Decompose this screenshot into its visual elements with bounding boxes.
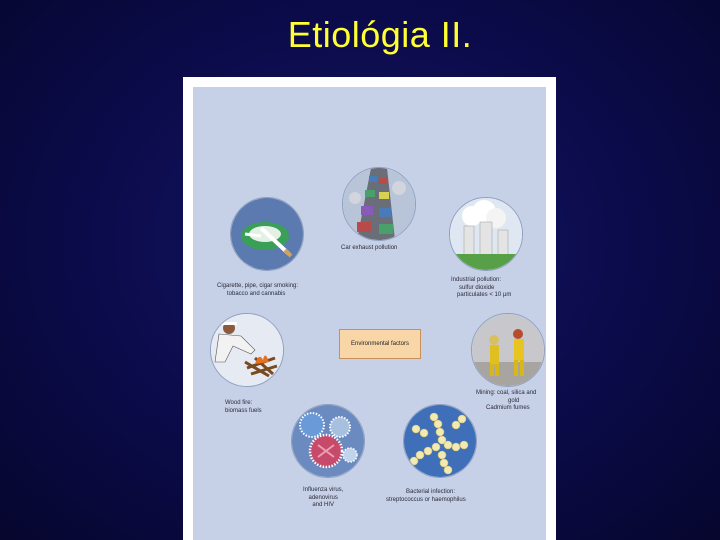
bacterial-infection-illustration (403, 404, 477, 478)
mining-caption: Mining: coal, silica and gold Cadmium fumes (476, 390, 537, 411)
mining-illustration (471, 313, 545, 387)
car-exhaust-illustration (342, 167, 416, 241)
viral-infection-illustration (291, 404, 365, 478)
industrial-pollution-illustration (449, 197, 523, 271)
figure-frame (183, 77, 556, 540)
slide-title: Etiológia II. (287, 14, 473, 55)
environmental-factors-diagram (193, 87, 546, 540)
wood-fire-illustration (210, 313, 284, 387)
viral-infection-caption: Influenza virus, adenovirus and HIV (303, 487, 344, 508)
bacterial-infection-caption: Bacterial infection: streptococcus or haemophilus (386, 489, 466, 503)
industrial-pollution-caption: Industrial pollution: sulfur dioxide particulates < 10 µm (451, 277, 512, 298)
smoking-illustration (230, 197, 304, 271)
smoking-caption: Cigarette, pipe, cigar smoking: tobacco and cannabis (217, 283, 299, 297)
wood-fire-caption: Wood fire: biomass fuels (225, 400, 262, 414)
environmental-factors-box: Environmental factors (339, 329, 421, 359)
car-exhaust-caption: Car exhaust pollution (341, 245, 398, 251)
